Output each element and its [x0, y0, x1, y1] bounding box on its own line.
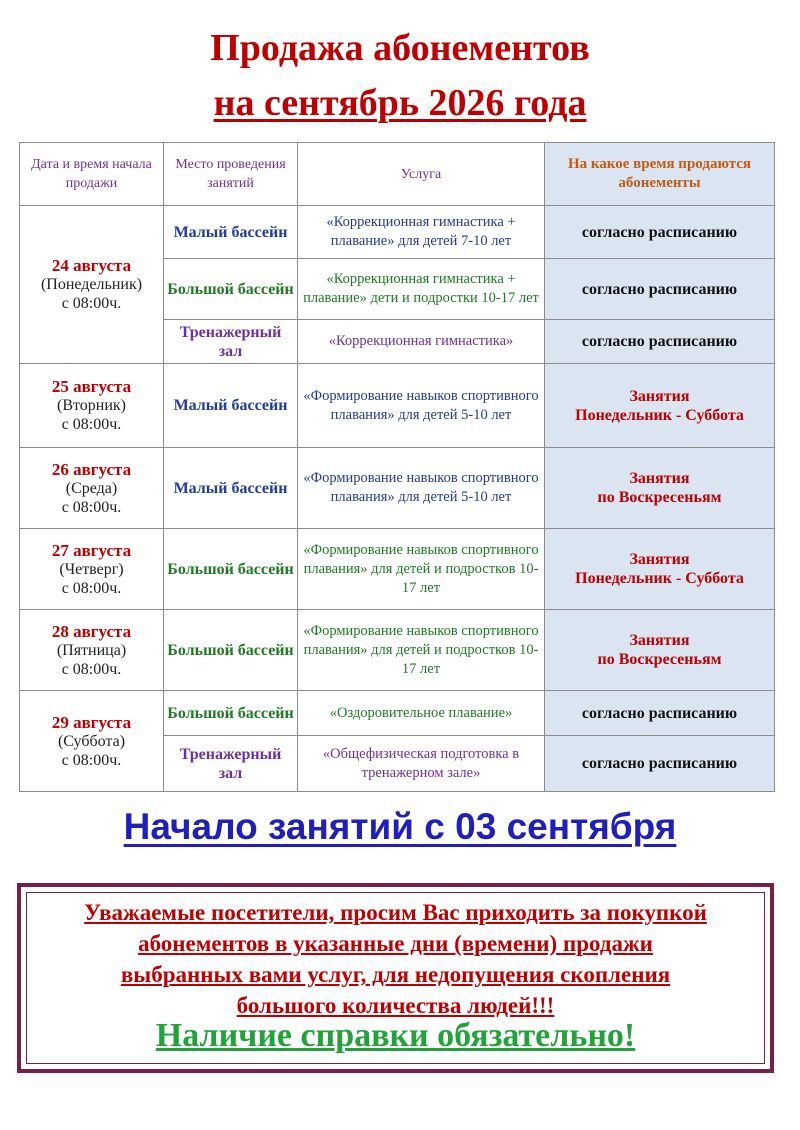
time-label: с 08:00ч. — [61, 295, 122, 312]
place-cell: Малый бассейн — [164, 206, 298, 259]
table-row — [20, 448, 775, 529]
page-subtitle: на сентябрь 2026 года — [213, 82, 587, 124]
header-sale-time: На какое время продаются абонементы — [545, 143, 775, 206]
certificate-requirement: Наличие справки обязательно! — [155, 1017, 636, 1054]
date-cell — [20, 529, 164, 610]
header-date: Дата и время начала продажи — [20, 143, 164, 206]
service-cell: «Формирование навыков спортивного плавания» для детей и подростков 10-17 лет — [298, 529, 545, 610]
date-cell — [20, 691, 164, 792]
weekday-label: (Четверг) — [59, 560, 124, 578]
table-row — [20, 529, 775, 610]
time-label: с 08:00ч. — [61, 579, 122, 597]
date-label: 29 августа — [51, 712, 132, 732]
date-label: 24 августа — [51, 256, 132, 275]
sale-time-line: Понедельник - Суббота — [575, 570, 744, 587]
time-label: с 08:00ч. — [61, 751, 122, 769]
sale-time-cell — [545, 364, 775, 448]
time-label: с 08:00ч. — [61, 498, 122, 516]
notice-text — [21, 897, 770, 1021]
sale-time-line: Занятия — [629, 387, 690, 405]
date-label: 28 августа — [51, 621, 132, 641]
weekday-label: (Суббота) — [57, 732, 126, 750]
place-cell: Тренажерный зал — [164, 736, 298, 792]
sale-time-cell: согласно расписанию — [545, 320, 775, 364]
sale-time-cell — [545, 610, 775, 691]
sale-time-cell — [545, 529, 775, 610]
service-cell: «Коррекционная гимнастика» — [298, 320, 545, 364]
service-cell: «Формирование навыков спортивного плавания» для детей 5-10 лет — [298, 364, 545, 448]
schedule-table — [19, 142, 775, 792]
sale-time-cell — [545, 448, 775, 529]
table-row — [20, 691, 775, 736]
service-cell: «Оздоровительное плавание» — [298, 691, 545, 736]
page-title: Продажа абонементов — [210, 27, 590, 69]
classes-start-notice: Начало занятий с 03 сентября — [123, 806, 677, 847]
time-label: с 08:00ч. — [61, 660, 122, 678]
table-row — [20, 364, 775, 448]
notice-line: большого количества людей!!! — [236, 993, 555, 1018]
sale-time-line: Понедельник - Суббота — [575, 406, 744, 424]
sale-time-cell: согласно расписанию — [545, 206, 775, 259]
table-row — [20, 206, 775, 259]
weekday-label: (Пятница) — [56, 641, 127, 659]
date-cell — [20, 448, 164, 529]
notice-box — [17, 883, 774, 1073]
sale-time-line: Занятия — [629, 470, 690, 487]
place-cell: Малый бассейн — [164, 364, 298, 448]
sale-time-line: Занятия — [629, 551, 690, 568]
place-cell: Большой бассейн — [164, 691, 298, 736]
time-label: с 08:00ч. — [61, 416, 122, 433]
service-cell: «Формирование навыков спортивного плавания» для детей и подростков 10-17 лет — [298, 610, 545, 691]
sale-time-cell: согласно расписанию — [545, 691, 775, 736]
weekday-label: (Среда) — [65, 479, 118, 497]
notice-line: выбранных вами услуг, для недопущения скопления — [120, 962, 671, 987]
date-cell — [20, 610, 164, 691]
place-cell: Большой бассейн — [164, 529, 298, 610]
service-cell: «Коррекционная гимнастика + плавание» для детей 7-10 лет — [298, 206, 545, 259]
header-service: Услуга — [298, 143, 545, 206]
weekday-label: (Понедельник) — [40, 276, 143, 293]
date-cell — [20, 206, 164, 364]
service-cell: «Коррекционная гимнастика + плавание» дети и подростки 10-17 лет — [298, 259, 545, 320]
place-cell: Большой бассейн — [164, 610, 298, 691]
date-label: 27 августа — [51, 540, 132, 560]
table-header-row — [20, 143, 775, 206]
place-cell: Тренажерный зал — [164, 320, 298, 364]
date-cell — [20, 364, 164, 448]
notice-line: абонементов в указанные дни (времени) продажи — [138, 931, 653, 956]
sale-time-cell: согласно расписанию — [545, 259, 775, 320]
sale-time-line: по Воскресеньям — [597, 489, 722, 506]
service-cell: «Формирование навыков спортивного плавания» для детей 5-10 лет — [298, 448, 545, 529]
weekday-label: (Вторник) — [56, 397, 126, 414]
service-cell: «Общефизическая подготовка в тренажерном зале» — [298, 736, 545, 792]
place-cell: Малый бассейн — [164, 448, 298, 529]
notice-line: Уважаемые посетители, просим Вас приходить за покупкой — [84, 900, 707, 925]
table-row — [20, 610, 775, 691]
sale-time-cell: согласно расписанию — [545, 736, 775, 792]
sale-time-line: Занятия — [629, 632, 690, 649]
date-label: 25 августа — [51, 377, 132, 396]
date-label: 26 августа — [51, 459, 132, 479]
header-place: Место проведения занятий — [164, 143, 298, 206]
place-cell: Большой бассейн — [164, 259, 298, 320]
sale-time-line: по Воскресеньям — [597, 651, 722, 668]
